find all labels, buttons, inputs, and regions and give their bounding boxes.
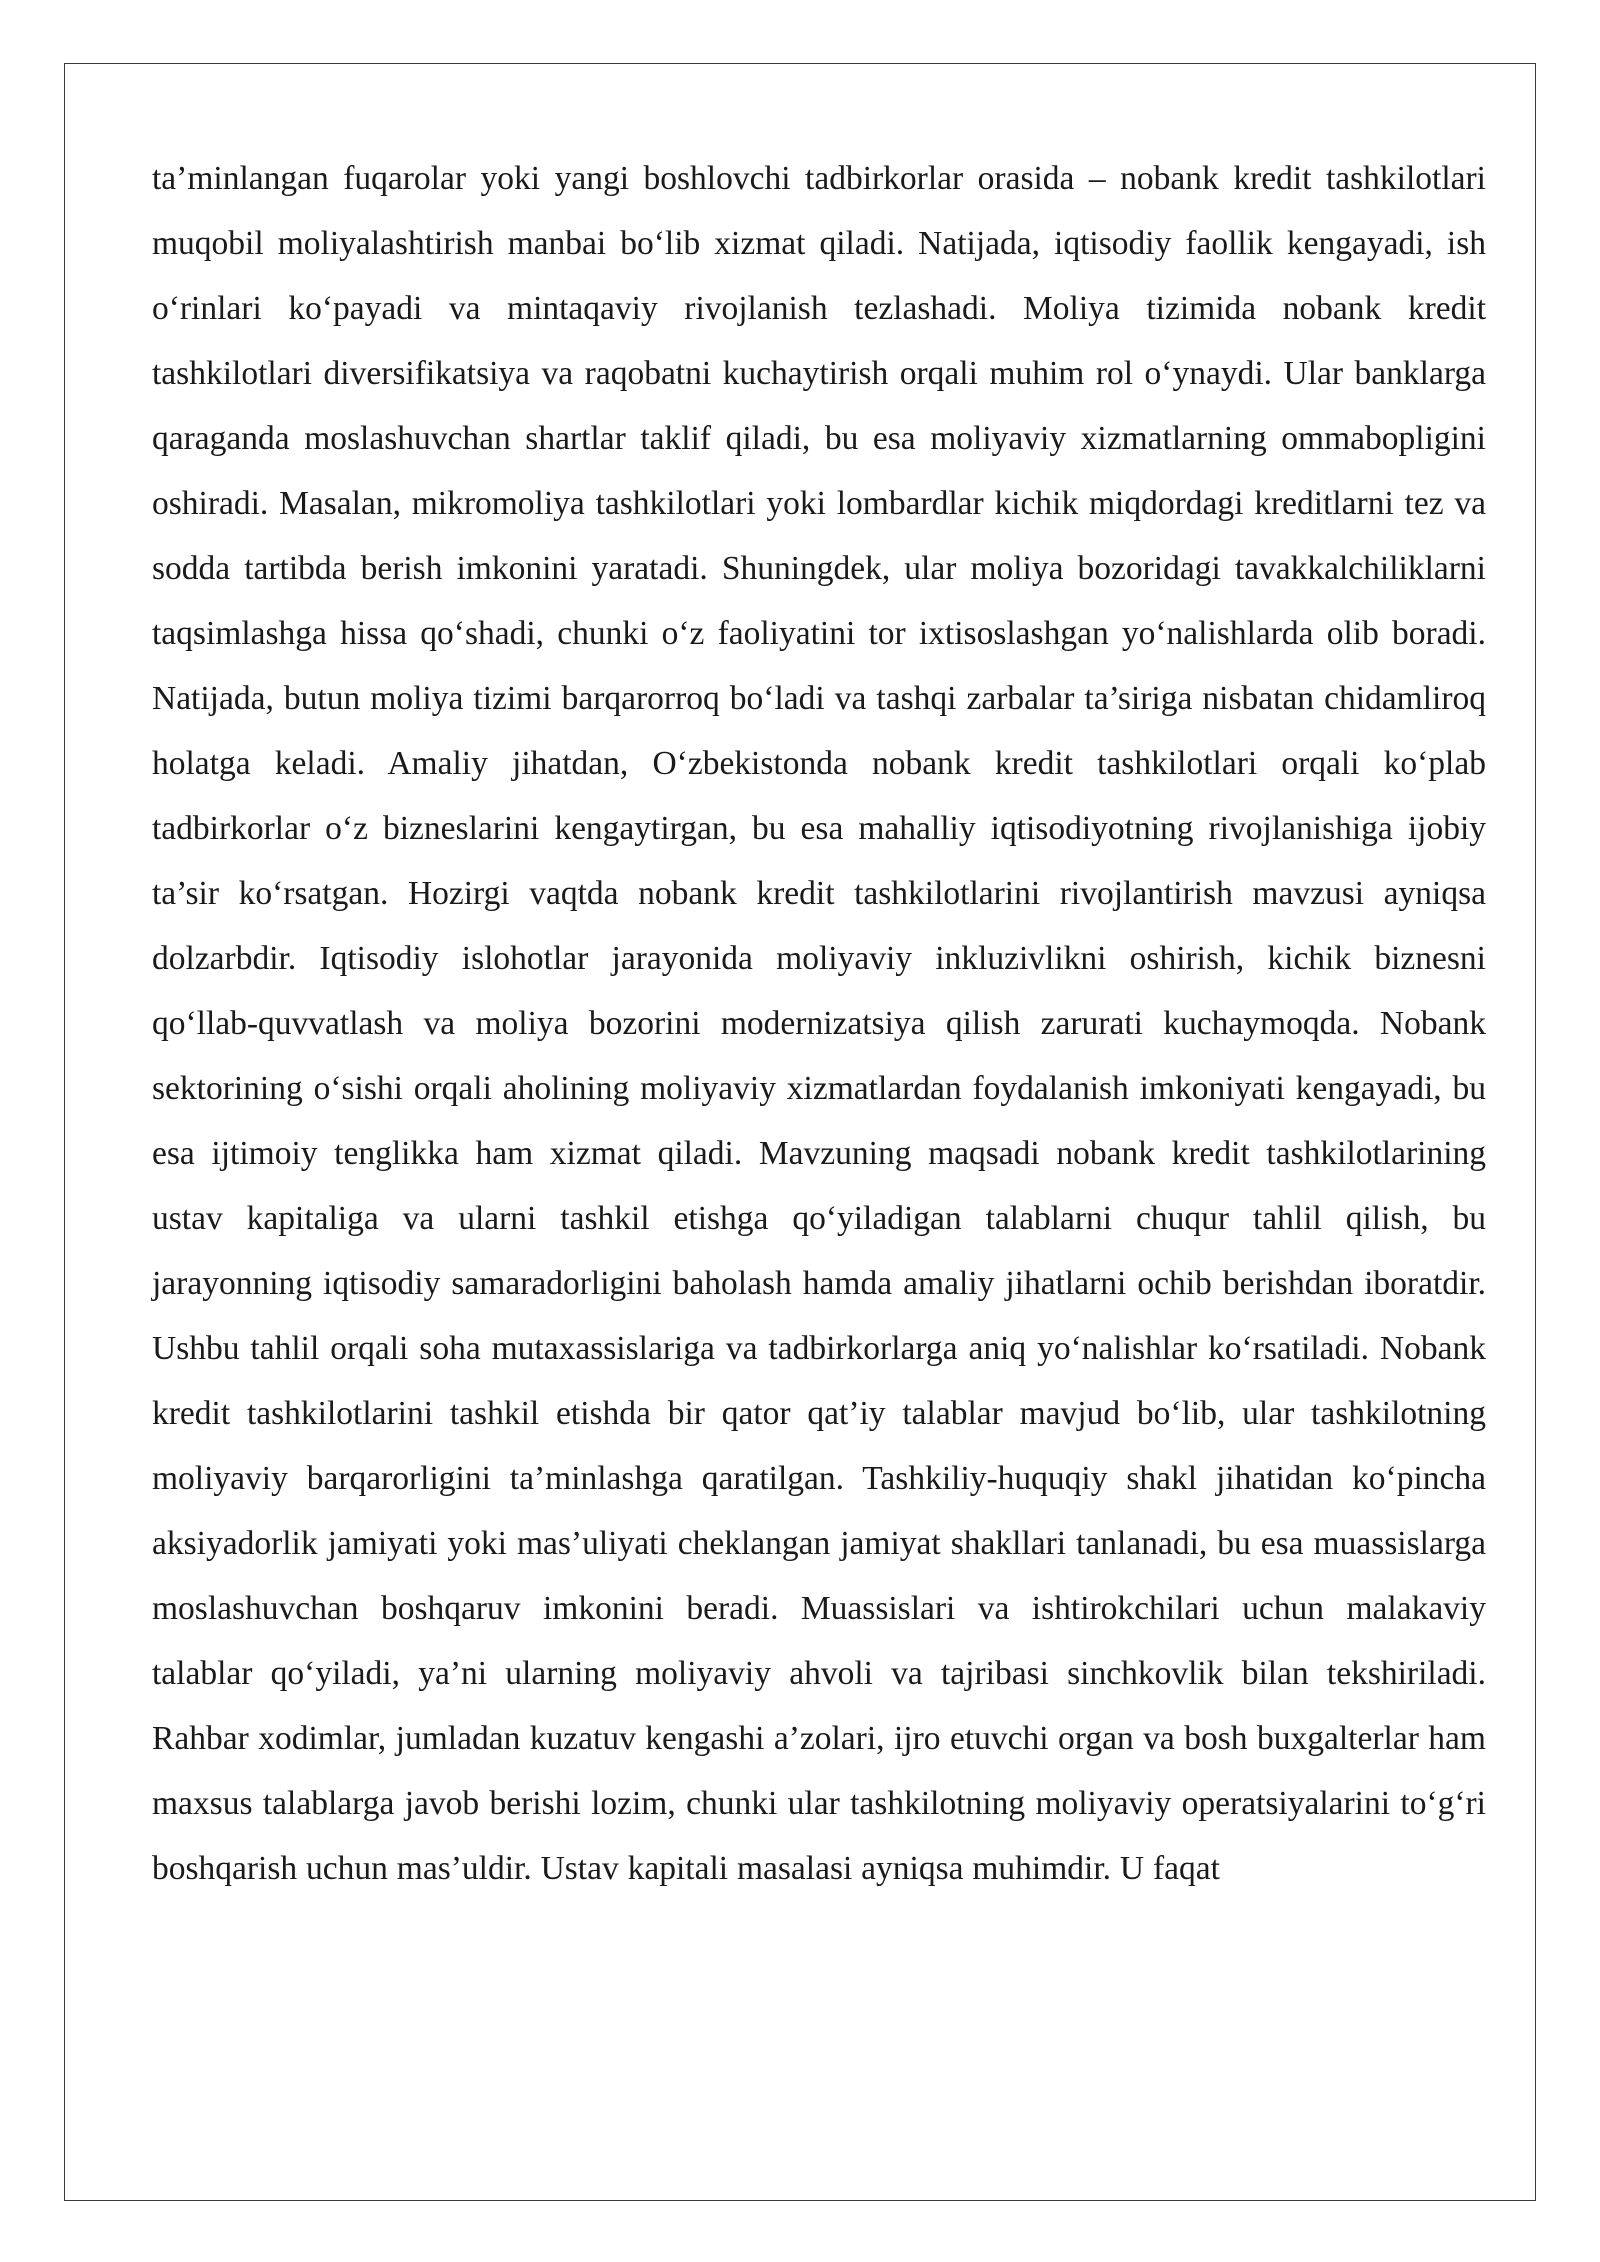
body-paragraph: ta’minlangan fuqarolar yoki yangi boshlovchi tadbirkorlar orasida – nobank kredit tashkilotlari muqobil moliyalashtirish manbai bo‘lib xizmat qiladi. Natijada, iqtisodiy faollik kengayadi, ish o‘rinlari ko‘payadi va mintaqaviy rivojlanish tezlashadi. Moliya tizimida nobank kredit tashkilotlari diversifikatsiya va raqobatni kuchaytirish orqali muhim rol o‘ynaydi. Ular banklarga qaraganda moslashuvchan shartlar taklif qiladi, bu esa moliyaviy xizmatlarning ommabopligini oshiradi. Masalan, mikromoliya tashkilotlari yoki lombardlar kichik miqdordagi kreditlarni tez va sodda tartibda berish imkonini yaratadi. Shuningdek, ular moliya bozoridagi tavakkalchiliklarni taqsimlashga hissa qo‘shadi, chunki o‘z faoliyatini tor ixtisoslashgan yo‘nalishlarda olib boradi. Natijada, butun moliya tizimi barqarorroq bo‘ladi va tashqi zarbalar ta’siriga nisbatan chidamliroq holatga keladi. Amaliy jihatdan, O‘zbekistonda nobank kredit tashkilotlari orqali ko‘plab tadbirkorlar o‘z bizneslarini kengaytirgan, bu esa mahalliy iqtisodiyotning rivojlanishiga ijobiy ta’sir ko‘rsatgan. Hozirgi vaqtda nobank kredit tashkilotlarini rivojlantirish mavzusi ayniqsa dolzarbdir. Iqtisodiy islohotlar jarayonida moliyaviy inkluzivlikni oshirish, kichik biznesni qo‘llab-quvvatlash va moliya bozorini modernizatsiya qilish zarurati kuchaymoqda. Nobank sektorining o‘sishi orqali aholining moliyaviy xizmatlardan foydalanish imkoniyati kengayadi, bu esa ijtimoiy tenglikka ham xizmat qiladi. Mavzuning maqsadi nobank kredit tashkilotlarining ustav kapitaliga va ularni tashkil etishga qo‘yiladigan talablarni chuqur tahlil qilish, bu jarayonning iqtisodiy samaradorligini baholash hamda amaliy jihatlarni ochib berishdan iboratdir. Ushbu tahlil orqali soha mutaxassislariga va tadbirkorlarga aniq yo‘nalishlar ko‘rsatiladi. Nobank kredit tashkilotlarini tashkil etishda bir qator qat’iy talablar mavjud bo‘lib, ular tashkilotning moliyaviy barqarorligini ta’minlashga qaratilgan. Tashkiliy-huquqiy shakl jihatidan ko‘pincha aksiyadorlik jamiyati yoki mas’uliyati cheklangan jamiyat shakllari tanlanadi, bu esa muassislarga moslashuvchan boshqaruv imkonini beradi. Muassislari va ishtirokchilari uchun malakaviy talablar qo‘yiladi, ya’ni ularning moliyaviy ahvoli va tajribasi sinchkovlik bilan tekshiriladi. Rahbar xodimlar, jumladan kuzatuv kengashi a’zolari, ijro etuvchi organ va bosh buxgalterlar ham maxsus talablarga javob berishi lozim, chunki ular tashkilotning moliyaviy operatsiyalarini to‘g‘ri boshqarish uchun mas’uldir. Ustav kapitali masalasi ayniqsa muhimdir. U faqat — [152, 160, 1486, 1887]
page-body — [152, 146, 1486, 1901]
